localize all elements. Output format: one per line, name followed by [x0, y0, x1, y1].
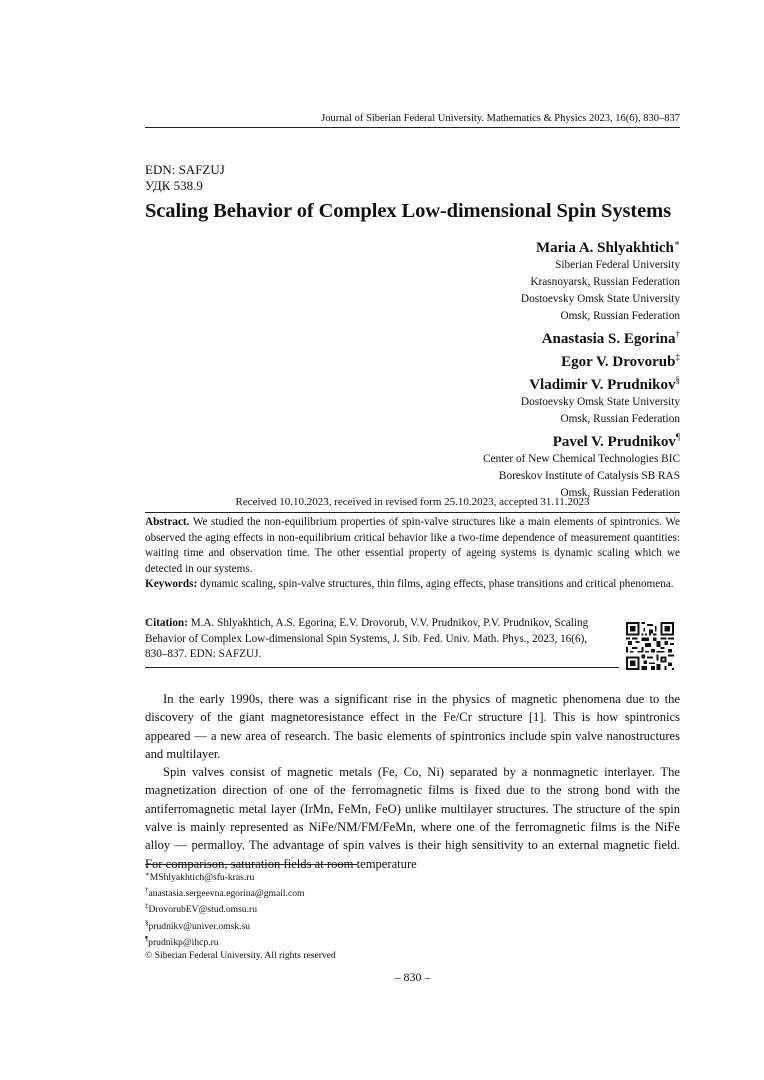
main-text: [145, 690, 680, 873]
citation-text: M.A. Shlyakhtich, A.S. Egorina, E.V. Drovorub, V.V. Prudnikov, P.V. Prudnikov, Scaling Behavior of Complex Low-dimensional Spin Systems, J. Sib. Fed. Univ. Math. Phys., 2023, 16(6), 830–837. EDN: SAFZUJ.: [145, 617, 589, 660]
qr-code-icon[interactable]: [626, 622, 674, 670]
author-name: Pavel V. Prudnikov¶: [552, 432, 680, 450]
citation-divider: [145, 667, 619, 668]
affiliation-line: Omsk, Russian Federation: [560, 413, 680, 425]
footnote-divider: [145, 864, 357, 865]
footnotes: [145, 868, 680, 962]
footnote: ¶prudnikp@ihcp.ru: [145, 934, 219, 948]
abstract: [145, 515, 680, 577]
paper-title: Scaling Behavior of Complex Low-dimensional Spin Systems: [145, 200, 671, 222]
affiliation-line: Dostoevsky Omsk State University: [520, 293, 680, 305]
affiliation-line: Center of New Chemical Technologies BIC: [483, 453, 680, 465]
affiliation-line: Omsk, Russian Federation: [560, 310, 680, 322]
copyright: © Siberian Federal University. All rights reserved: [145, 949, 336, 961]
footnote: §prudnikv@univer.omsk.su: [145, 918, 251, 932]
author-name: Vladimir V. Prudnikov§: [529, 375, 680, 393]
footnote: †anastasia.sergeevna.egorina@gmail.com: [145, 886, 305, 900]
paragraph: Spin valves consist of magnetic metals (Fe, Co, Ni) separated by a nonmagnetic interlayer. The magnetization direction of one of the ferromagnetic films is fixed due to the strong bond with the antiferromagnetic metal layer (IrMn, FeMn, FeO) unlike multilayer structures. The structure of the spin valve is mainly represented as NiFe/NM/FM/FeMn, where one of the ferromagnetic films is the NiFe alloy — permalloy. The advantage of spin valves is their high sensitivity to an external magnetic field. For comparison, saturation fields at room temperature: [145, 765, 680, 871]
author-name: Anastasia S. Egorina†: [541, 329, 680, 347]
authors-block: [145, 234, 680, 502]
affiliation-line: Boreskov Institute of Catalysis SB RAS: [498, 470, 680, 482]
citation-label: Citation:: [145, 617, 188, 629]
footnote: ‡DrovorubEV@stud.omsu.ru: [145, 902, 257, 916]
author-name: Maria A. Shlyakhtich∗: [535, 238, 680, 256]
paragraph: In the early 1990s, there was a significant rise in the physics of magnetic phenomena due to the discovery of the giant magnetoresistance effect in the Fe/Cr structure [1]. This is how spintronics appeared — a new area of research. The basic elements of spintronics include spin valve nanostructures and multilayer.: [145, 692, 680, 761]
affiliation-line: Omsk, Russian Federation: [560, 487, 680, 499]
keywords: [145, 577, 680, 593]
abstract-label: Abstract.: [145, 516, 190, 528]
keywords-label: Keywords:: [145, 578, 198, 590]
received-dates: Received 10.10.2023, received in revised form 25.10.2023, accepted 31.11.2023: [145, 496, 680, 513]
footnote: ∗MShlyakhtich@sfu-kras.ru: [145, 870, 255, 884]
abstract-text: We studied the non-equilibrium properties of spin-valve structures like a main elements of spintronics. We observed the aging effects in non-equilibrium critical behavior like a two-time dependence of measurement quantities: waiting time and observation time. The other essential property of ageing systems is dynamic scaling which we detected in our systems.: [145, 516, 680, 575]
author-name: Egor V. Drovorub‡: [561, 352, 680, 370]
udk-code: УДК 538.9: [145, 178, 203, 193]
edn-code: EDN: SAFZUJ: [145, 162, 225, 177]
keywords-text: dynamic scaling, spin-valve structures, thin films, aging effects, phase transitions and critical phenomena.: [200, 578, 674, 590]
page-number: – 830 –: [394, 970, 431, 984]
affiliation-line: Dostoevsky Omsk State University: [520, 396, 680, 408]
edn-block: [145, 162, 680, 194]
affiliation-line: Krasnoyarsk, Russian Federation: [530, 276, 680, 288]
citation: [145, 616, 610, 663]
journal-header: Journal of Siberian Federal University. Mathematics & Physics 2023, 16(6), 830–837: [145, 113, 680, 128]
affiliation-line: Siberian Federal University: [555, 259, 680, 271]
